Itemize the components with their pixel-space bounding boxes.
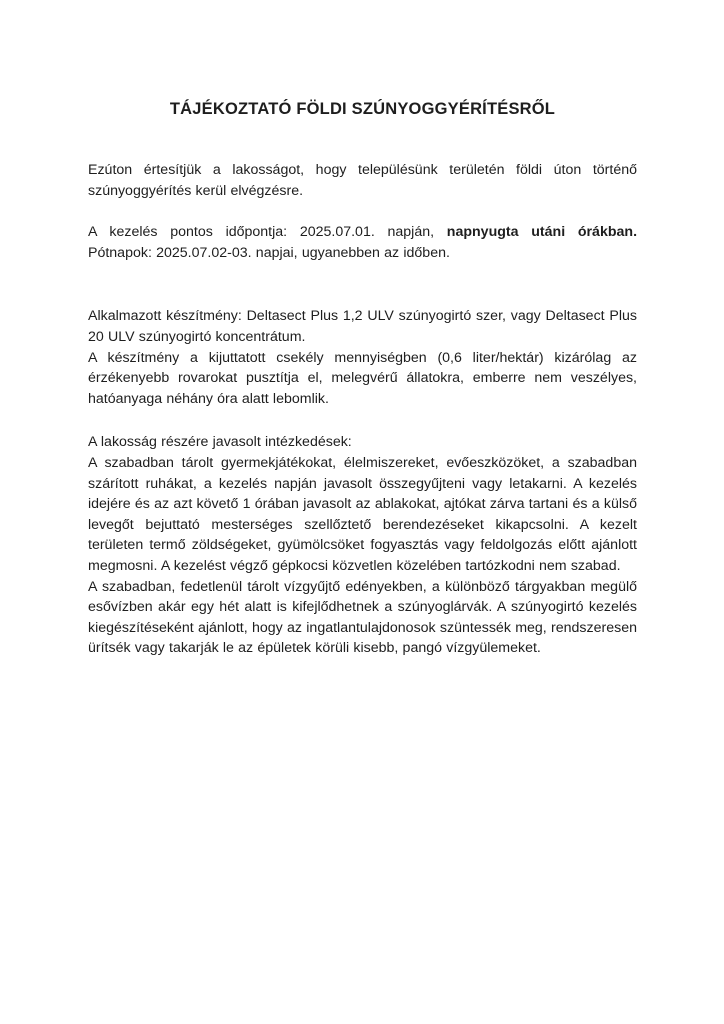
schedule-time-bold-text: napnyugta utáni órákban.: [446, 224, 638, 241]
applied-product-paragraph: Alkalmazott készítmény: Deltasect Plus 1,2 ULV szúnyogirtó szer, vagy Deltasect Plus 20 ULV szúnyogirtó koncentrátum.: [88, 308, 637, 345]
recommendations-heading: A lakosság részére javasolt intézkedések:: [88, 434, 352, 451]
product-section: [88, 306, 637, 409]
schedule-paragraph: [88, 222, 637, 263]
document-title: TÁJÉKOZTATÓ FÖLDI SZÚNYOGGYÉRÍTÉSRŐL: [169, 100, 556, 118]
intro-paragraph: Ezúton értesítjük a lakosságot, hogy településünk területén földi úton történő szúnyoggyérítés kerül elvégzésre.: [88, 162, 637, 199]
schedule-date-text: A kezelés pontos időpontja: 2025.07.01. napján,: [88, 224, 447, 241]
recommendations-section: [88, 432, 637, 659]
product-safety-paragraph: A készítmény a kijuttatott csekély mennyiségben (0,6 liter/hektár) kizárólag az érzékenyebb rovarokat pusztítja el, melegvérű állatokra, emberre nem veszélyes, hatóanyaga néhány óra alatt lebomlik.: [88, 349, 637, 407]
schedule-backup-days-text: Pótnapok: 2025.07.02-03. napjai, ugyanebben az időben.: [88, 244, 450, 261]
household-measures-paragraph: A szabadban tárolt gyermekjátékokat, élelmiszereket, evőeszközöket, a szabadban szárított ruhákat, a kezelés napján javasolt összegyűjteni vagy letakarni. A kezelés idejére és az azt követő 1 órában javasolt az ablakokat, ajtókat zárva tartani és a külső levegőt bejuttató mesterséges szellőztető berendezéseket kikapcsolni. A kezelt területen termő zöldségeket, gyümölcsöket fogyasztás vagy feldolgozás előtt ajánlott megmosni. A kezelést végző gépkocsi közvetlen közelében tartózkodni nem szabad.: [88, 454, 637, 574]
standing-water-paragraph: A szabadban, fedetlenül tárolt vízgyűjtő edényekben, a különböző tárgyakban megülő esővízben akár egy hét alatt is kifejlődhetnek a szúnyoglárvák. A szúnyogirtó kezelés kiegészítéseként ajánlott, hogy az ingatlantulajdonosok szüntessék meg, rendszeresen ürítsék vagy takarják le az épületek körüli kisebb, pangó vízgyülemeket.: [88, 578, 637, 657]
